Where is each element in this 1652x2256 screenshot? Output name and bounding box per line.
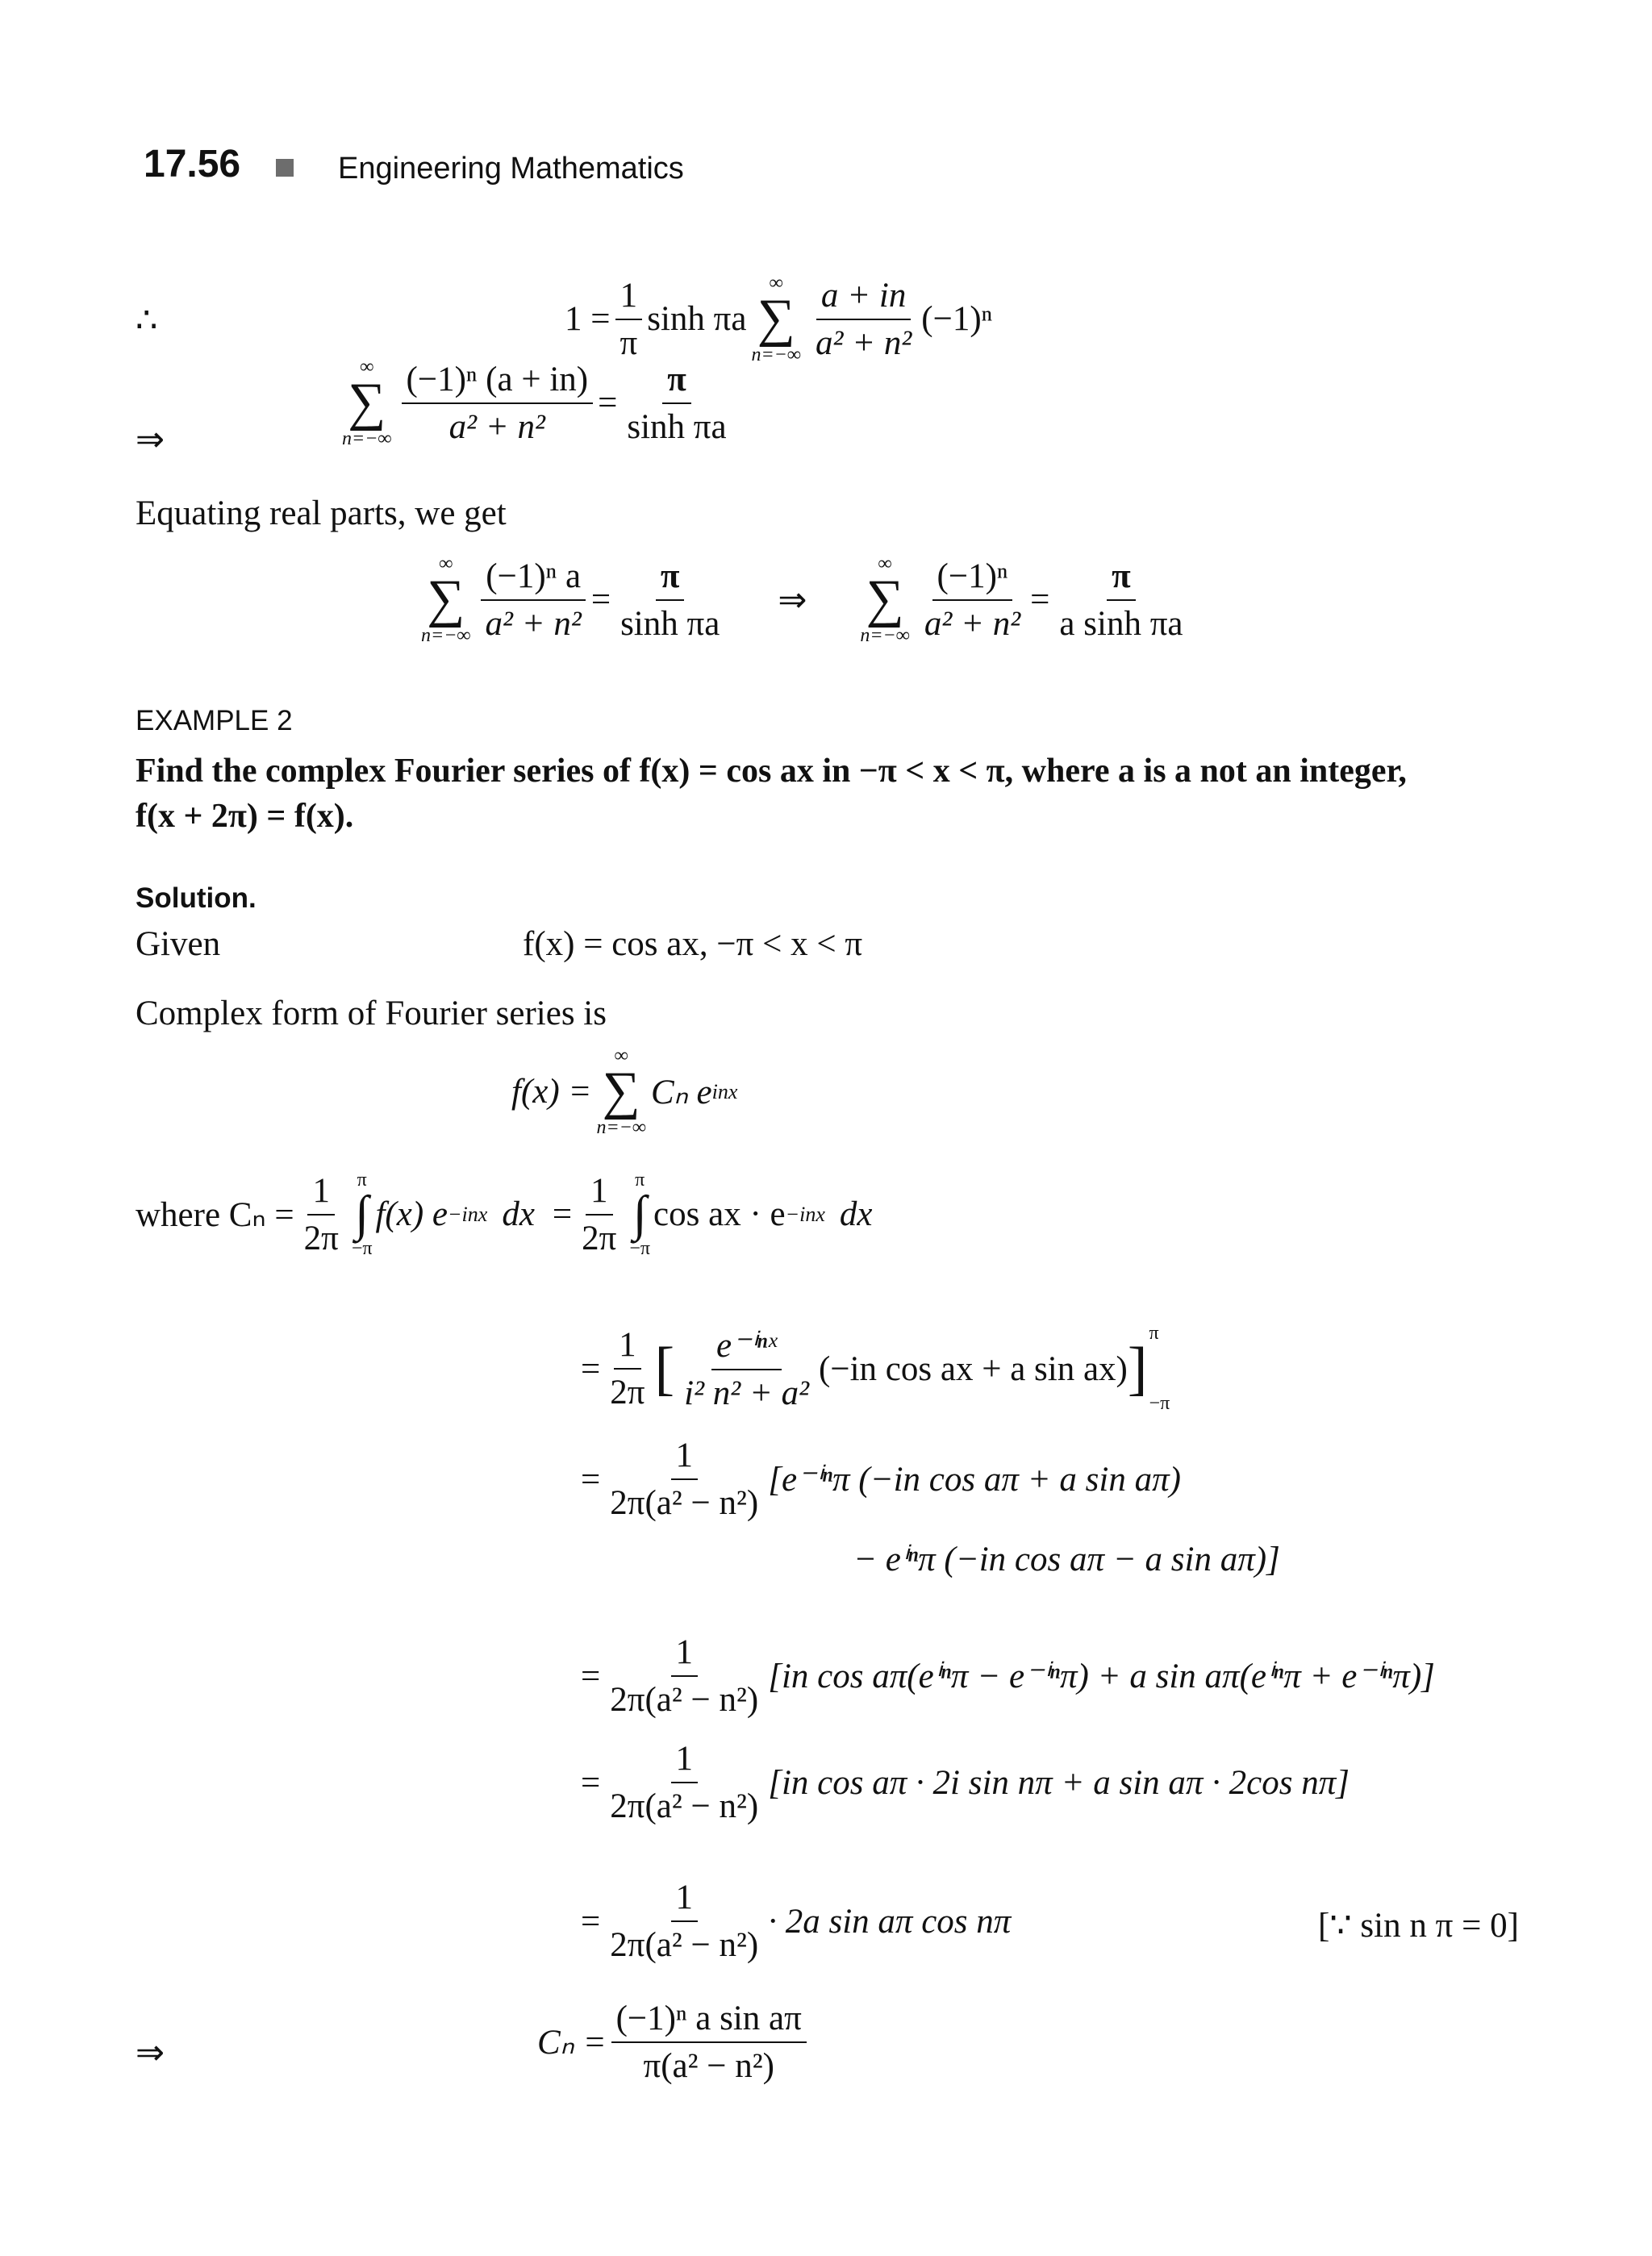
sigma-icon: ∑	[348, 373, 386, 432]
eq3-rhs-num-2: π	[1107, 557, 1136, 601]
cn-equals: =	[552, 1195, 573, 1234]
step5-equals: =	[581, 1902, 601, 1941]
eq3-num-2: (−1)ⁿ	[932, 557, 1013, 601]
cn-coef	[299, 1171, 344, 1258]
step3-coef-den: 2π(a² − n²)	[610, 1681, 759, 1719]
step4-equals: =	[581, 1763, 601, 1802]
equation-1	[565, 273, 992, 365]
eq1-tail: (−1)ⁿ	[921, 300, 993, 339]
sigma-icon: ∑	[757, 289, 795, 348]
result-num: (−1)ⁿ a sin aπ	[611, 1999, 807, 2043]
step-1	[581, 1323, 1170, 1415]
cn-int2-bottom: −π	[629, 1238, 651, 1260]
fourier-series-equation	[511, 1045, 737, 1138]
cn-integrand: f(x) e	[375, 1195, 448, 1234]
eq3-fraction-2	[920, 557, 1025, 644]
cn-dx: dx	[502, 1195, 535, 1234]
right-bracket-icon: ]	[1127, 1336, 1148, 1402]
eq3-rhs-den-2: a sinh πa	[1059, 604, 1183, 643]
cn-coef-num: 1	[307, 1171, 335, 1216]
cn-exponent: −inx	[448, 1202, 488, 1226]
result-equation	[537, 1999, 811, 2086]
sigma-icon: ∑	[866, 569, 904, 629]
eq3-rhs-fraction	[615, 557, 724, 644]
integral-icon: ∫	[355, 1186, 369, 1242]
eq2-rhs-den: sinh πa	[627, 407, 727, 446]
series-lhs: f(x) =	[511, 1073, 592, 1111]
step3-body: [in cos aπ(eⁱⁿπ − e⁻ⁱⁿπ) + a sin aπ(eⁱⁿπ + e⁻ⁱⁿπ)]	[768, 1658, 1435, 1695]
eq1-sum	[751, 273, 801, 365]
eq3-rhs-fraction-2	[1054, 557, 1187, 644]
problem-line-1: Find the complex Fourier series of f(x) = cos ax in −π < x < π, where a is a not an integer,	[136, 753, 1407, 790]
implies-symbol-1: ⇒	[136, 421, 165, 459]
result-lhs: Cₙ =	[537, 2024, 607, 2062]
step5-coef	[605, 1878, 763, 1965]
step3-coef	[605, 1633, 763, 1720]
cn-coef-den: 2π	[303, 1219, 339, 1257]
step5-body: · 2a sin aπ cos nπ	[768, 1902, 1012, 1941]
eq1-mid: sinh πa	[647, 300, 747, 339]
example-label: EXAMPLE 2	[136, 705, 293, 736]
step3-coef-num: 1	[671, 1633, 699, 1677]
step1-coef	[605, 1325, 649, 1412]
step1-inner-den: i² n² + a²	[684, 1374, 810, 1412]
eq2-num: (−1)ⁿ (a + in)	[402, 360, 594, 404]
step1-inner-fraction	[679, 1325, 814, 1413]
eq3-num: (−1)ⁿ a	[481, 557, 586, 601]
eq3-rhs-den: sinh πa	[620, 604, 720, 643]
eq3-den-2: a² + n²	[924, 604, 1021, 643]
solution-label: Solution.	[136, 882, 257, 914]
result-fraction	[611, 1999, 807, 2086]
step-4	[581, 1739, 1350, 1826]
step5-note: [∵ sin n π = 0]	[1318, 1907, 1519, 1945]
problem-line-2: f(x + 2π) = f(x).	[136, 798, 354, 835]
left-bracket-icon: [	[654, 1336, 675, 1402]
header-square-icon	[276, 159, 294, 177]
sigma-icon: ∑	[427, 569, 465, 629]
cn-where: where Cₙ =	[136, 1195, 294, 1234]
series-sum	[596, 1045, 646, 1138]
eq2-sum-bottom: n=−∞	[342, 428, 392, 450]
eq3-sum-bottom: n=−∞	[421, 625, 471, 647]
eq3-sum2-top: ∞	[878, 553, 892, 574]
eq2-den: a² + n²	[448, 407, 545, 446]
step4-coef-num: 1	[671, 1739, 699, 1783]
step-2	[581, 1436, 1181, 1523]
series-sum-bottom: n=−∞	[596, 1117, 646, 1139]
series-exponent: inx	[711, 1079, 738, 1103]
book-title: Engineering Mathematics	[338, 152, 684, 186]
equating-text: Equating real parts, we get	[136, 494, 507, 532]
result-den: π(a² − n²)	[643, 2047, 774, 2085]
sigma-icon: ∑	[602, 1061, 640, 1121]
eq1-coef-num: 1	[615, 276, 643, 320]
step2-line-1: [e⁻ⁱⁿπ (−in cos aπ + a sin aπ)	[768, 1461, 1181, 1499]
eq1-fraction	[811, 276, 916, 363]
eq3-sum2-bottom: n=−∞	[860, 625, 910, 647]
eq3-den: a² + n²	[485, 604, 582, 643]
eq3-sum	[421, 553, 471, 646]
step2-coef-den: 2π(a² − n²)	[610, 1484, 759, 1522]
eq1-sum-bottom: n=−∞	[751, 344, 801, 366]
eq1-coef-fraction	[615, 276, 643, 363]
therefore-symbol: ∴	[136, 302, 158, 340]
cn-definition	[136, 1170, 873, 1260]
step1-tail: (−in cos ax + a sin ax)	[819, 1349, 1128, 1388]
cn-integral	[352, 1170, 373, 1260]
cn-coef2-den: 2π	[582, 1219, 617, 1257]
eq2-fraction	[402, 360, 594, 447]
integral-icon: ∫	[632, 1186, 647, 1242]
step2-line-2: − eⁱⁿπ (−in cos aπ − a sin aπ)]	[853, 1541, 1280, 1578]
step2-equals: =	[581, 1460, 601, 1499]
step1-limit-top: π	[1149, 1323, 1159, 1344]
step1-inner-num: e⁻ⁱⁿˣ	[711, 1325, 782, 1370]
eq2-rhs-num: π	[662, 360, 691, 404]
eq3-sum-2	[860, 553, 910, 646]
given-equation: f(x) = cos ax, −π < x < π	[523, 925, 863, 963]
step1-limits	[1149, 1323, 1170, 1415]
step5-coef-den: 2π(a² − n²)	[610, 1926, 759, 1964]
step2-coef	[605, 1436, 763, 1523]
eq1-den: a² + n²	[815, 323, 912, 362]
step2-coef-num: 1	[671, 1436, 699, 1480]
series-sum-top: ∞	[614, 1045, 628, 1066]
step4-coef-den: 2π(a² − n²)	[610, 1787, 759, 1825]
equation-3	[416, 553, 1192, 646]
step1-coef-den: 2π	[610, 1374, 645, 1412]
complex-form-text: Complex form of Fourier series is	[136, 995, 607, 1032]
eq1-num: a + in	[816, 276, 911, 320]
eq2-rhs-fraction	[622, 360, 731, 447]
eq2-sum	[342, 357, 392, 449]
eq3-fraction	[481, 557, 586, 644]
eq3-equals-2: =	[1030, 581, 1050, 619]
eq1-coef-den: π	[620, 323, 638, 362]
eq2-sum-top: ∞	[360, 357, 374, 377]
cn-integral-2	[629, 1170, 650, 1260]
cn-coef2-num: 1	[586, 1171, 613, 1216]
series-term: Cₙ e	[650, 1073, 712, 1111]
step1-coef-num: 1	[614, 1325, 641, 1370]
eq1-lhs: 1 =	[565, 300, 611, 339]
cn-coef-2	[577, 1171, 621, 1258]
step4-coef	[605, 1739, 763, 1826]
cn-int-top: π	[357, 1170, 367, 1191]
step5-coef-num: 1	[671, 1878, 699, 1922]
eq2-equals: =	[598, 384, 618, 423]
step-5	[581, 1878, 1011, 1965]
eq3-rhs-num: π	[656, 557, 685, 601]
eq1-sum-top: ∞	[769, 273, 783, 294]
step1-equals: =	[581, 1349, 601, 1388]
equation-2	[337, 357, 736, 449]
step1-limit-bottom: −π	[1149, 1393, 1170, 1414]
cn-int-bottom: −π	[351, 1238, 373, 1260]
given-label: Given	[136, 925, 221, 963]
cn-integrand-2: cos ax · e	[653, 1195, 786, 1234]
cn-exponent-2: −inx	[785, 1202, 825, 1226]
eq3-sum-top: ∞	[439, 553, 453, 574]
implies-symbol-3: ⇒	[136, 2034, 165, 2072]
page-number: 17.56	[144, 143, 241, 186]
cn-dx-2: dx	[839, 1195, 873, 1234]
implies-symbol-2: ⇒	[778, 581, 807, 619]
step4-body: [in cos aπ · 2i sin nπ + a sin aπ · 2cos nπ]	[768, 1763, 1350, 1802]
cn-int2-top: π	[635, 1170, 645, 1191]
eq3-equals: =	[590, 581, 611, 619]
step-3	[581, 1633, 1435, 1720]
step3-equals: =	[581, 1657, 601, 1695]
